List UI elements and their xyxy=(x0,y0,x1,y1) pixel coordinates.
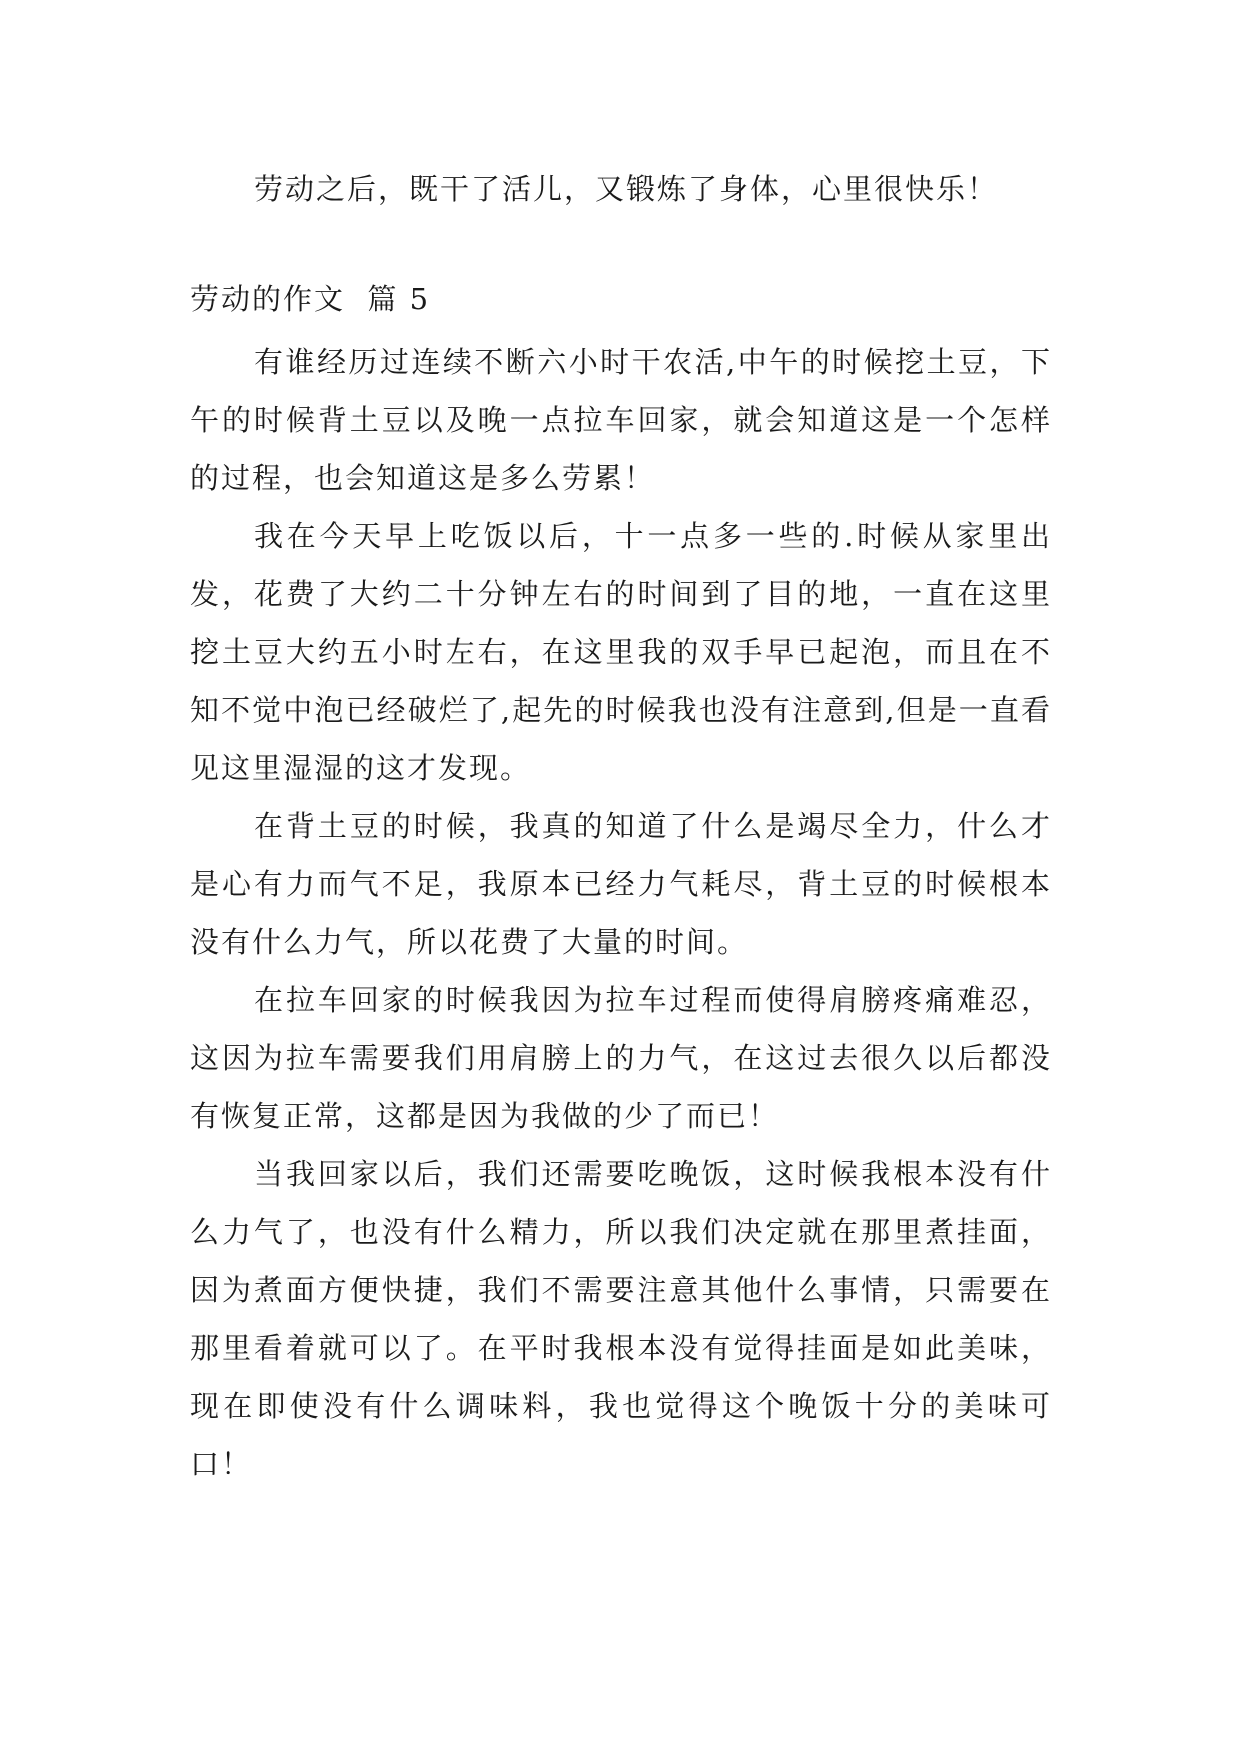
essay-heading: 劳动的作文 篇 5 xyxy=(190,282,431,316)
body-paragraph: 我在今天早上吃饭以后，十一点多一些的.时候从家里出发，花费了大约二十分钟左右的时间到了目的地，一直在这里挖土豆大约五小时左右，在这里我的双手早已起泡，而且在不知不觉中泡已经破烂了,起先的时候我也没有注意到,但是一直看见这里湿湿的这才发现。 xyxy=(190,519,1052,785)
body-paragraph: 在背土豆的时候，我真的知道了什么是竭尽全力，什么才是心有力而气不足，我原本已经力气耗尽，背土豆的时候根本没有什么力气，所以花费了大量的时间。 xyxy=(190,809,1052,959)
body-paragraph: 有谁经历过连续不断六小时干农活,中午的时候挖土豆，下午的时候背土豆以及晚一点拉车回家，就会知道这是一个怎样的过程，也会知道这是多么劳累！ xyxy=(190,345,1052,495)
body-paragraph: 在拉车回家的时候我因为拉车过程而使得肩膀疼痛难忍，这因为拉车需要我们用肩膀上的力气，在这过去很久以后都没有恢复正常，这都是因为我做的少了而已！ xyxy=(190,983,1052,1133)
lead-paragraph: 劳动之后，既干了活儿，又锻炼了身体，心里很快乐！ xyxy=(254,172,999,206)
essay-body xyxy=(190,333,1052,1493)
body-paragraph: 当我回家以后，我们还需要吃晚饭，这时候我根本没有什么力气了，也没有什么精力，所以我们决定就在那里煮挂面，因为煮面方便快捷，我们不需要注意其他什么事情，只需要在那里看着就可以了。在平时我根本没有觉得挂面是如此美味，现在即使没有什么调味料，我也觉得这个晚饭十分的美味可口！ xyxy=(190,1157,1052,1481)
lead-paragraph-block xyxy=(190,160,1052,218)
